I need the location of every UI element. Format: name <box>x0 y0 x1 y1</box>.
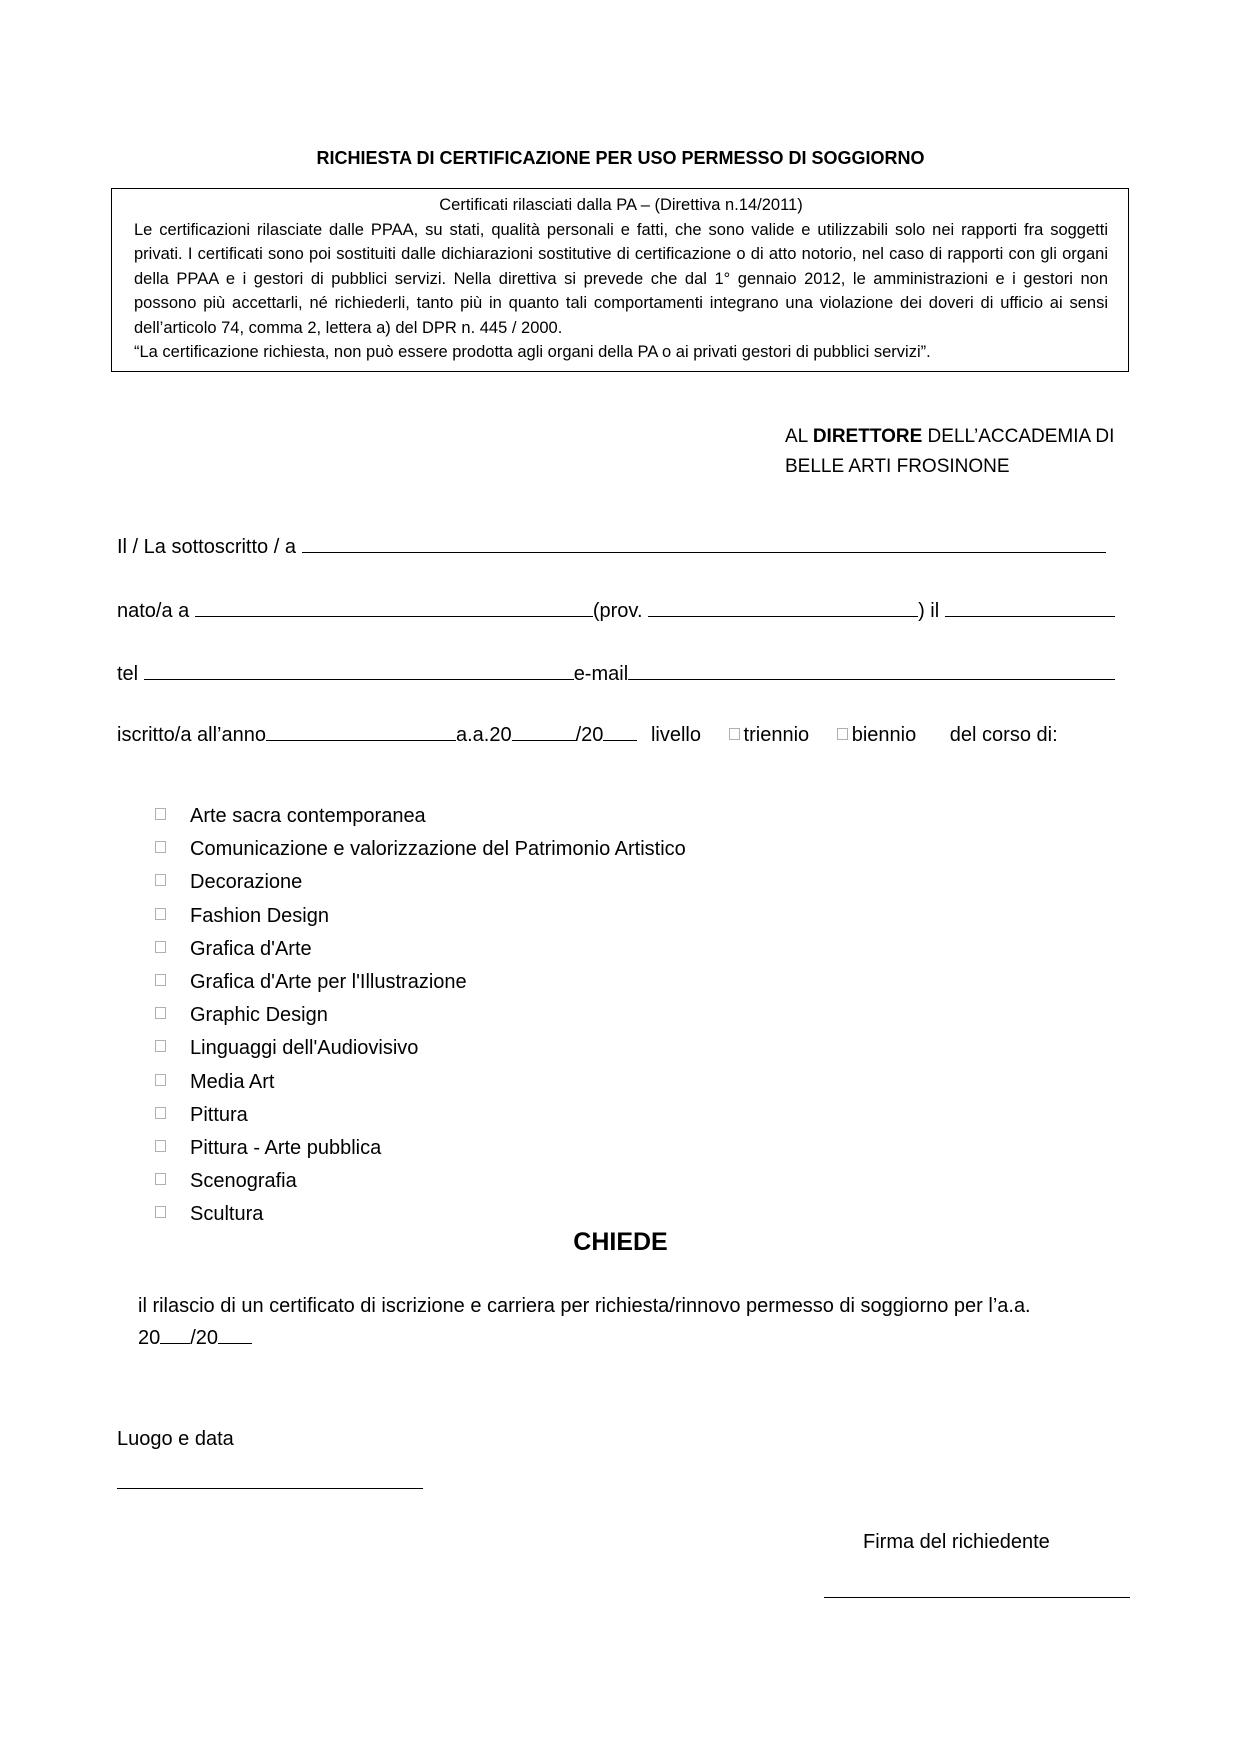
name-label: Il / La sottoscritto / a <box>117 536 296 558</box>
notice-heading: Certificati rilasciati dalla PA – (Direttiva n.14/2011) <box>439 196 803 214</box>
course-item[interactable] <box>155 1165 686 1198</box>
name-row <box>117 532 1106 559</box>
course-item[interactable] <box>155 1032 686 1065</box>
course-checkbox[interactable] <box>155 974 166 986</box>
name-field[interactable] <box>302 532 1106 553</box>
course-checkbox[interactable] <box>155 1140 166 1152</box>
email-label: e-mail <box>573 663 629 685</box>
biennio-checkbox[interactable] <box>837 728 848 740</box>
request-year-prefix: 20 <box>138 1327 161 1349</box>
course-item[interactable] <box>155 1132 686 1165</box>
course-label: Arte sacra contemporanea <box>190 805 426 827</box>
course-item[interactable] <box>155 866 686 899</box>
course-item[interactable] <box>155 999 686 1032</box>
triennio-option[interactable] <box>729 724 810 746</box>
biennio-label: biennio <box>851 724 917 746</box>
request-body: il rilascio di un certificato di iscrizione e carriera per richiesta/rinnovo permesso di soggiorno per l’a.a. <box>138 1295 1031 1317</box>
addressee-prefix: AL <box>785 426 813 447</box>
course-label: Graphic Design <box>190 1004 328 1027</box>
tel-field[interactable] <box>144 659 574 680</box>
course-label: Linguaggi dell'Audiovisivo <box>190 1037 419 1060</box>
addressee <box>785 422 1115 482</box>
course-list <box>155 800 686 1231</box>
triennio-checkbox[interactable] <box>729 728 740 740</box>
enrolled-label: iscritto/a all’anno <box>117 724 266 746</box>
course-label: Pittura <box>190 1103 248 1126</box>
triennio-label: triennio <box>743 724 810 746</box>
course-label: Grafica d'Arte per l'Illustrazione <box>190 970 467 993</box>
aa-end-field[interactable] <box>603 720 637 741</box>
province-field[interactable] <box>648 596 918 617</box>
tel-label: tel <box>117 663 139 685</box>
course-item[interactable] <box>155 1066 686 1099</box>
course-checkbox[interactable] <box>155 808 166 820</box>
aa-label: a.a.20 <box>455 724 512 746</box>
notice-body: Le certificazioni rilasciate dalle PPAA, su stati, qualità personali e fatti, che sono valide e utilizzabili solo nei rapporti fra soggetti privati. I certificati sono poi sostituiti dalle dichiarazioni sostitutive di certificazione o di atto notorio, nel caso di rapporti con gli organi della PPAA e i gestori di pubblici servizi. Nella direttiva si prevede che dal 1° gennaio 2012, le amministrazioni e i gestori non possono più accettarli, né richiederli, tanto più in quanto tali comportamenti integrano una violazione dei doveri di ufficio ai sensi dell’articolo 74, comma 2, lettera a) del DPR n. 445 / 2000. <box>134 220 1108 337</box>
notice-box <box>111 188 1129 372</box>
born-label: nato/a a <box>117 600 190 622</box>
notice-quote: “La certificazione richiesta, non può essere prodotta agli organi della PA o ai privati gestori di pubblici servizi”. <box>134 343 931 361</box>
course-checkbox[interactable] <box>155 1074 166 1086</box>
course-label: Decorazione <box>190 871 303 894</box>
course-item[interactable] <box>155 833 686 866</box>
request-year-start-field[interactable] <box>160 1323 190 1344</box>
course-item[interactable] <box>155 933 686 966</box>
course-checkbox[interactable] <box>155 841 166 853</box>
signature-field[interactable] <box>824 1597 1130 1598</box>
place-date-label: Luogo e data <box>117 1428 234 1450</box>
course-label: Pittura - Arte pubblica <box>190 1136 382 1159</box>
course-checkbox[interactable] <box>155 941 166 953</box>
addressee-rest: DELL’ACCADEMIA DI BELLE ARTI FROSINONE <box>785 426 1115 477</box>
date-label: ) il <box>918 600 940 622</box>
birthdate-field[interactable] <box>945 596 1115 617</box>
course-item[interactable] <box>155 800 686 833</box>
course-label: Fashion Design <box>190 904 329 927</box>
aa-sep: /20 <box>575 724 604 746</box>
course-checkbox[interactable] <box>155 1107 166 1119</box>
birthplace-field[interactable] <box>195 596 593 617</box>
signature-label: Firma del richiedente <box>863 1531 1050 1553</box>
course-item[interactable] <box>155 900 686 933</box>
contact-row <box>117 659 1115 686</box>
level-label: livello <box>650 724 701 746</box>
course-checkbox[interactable] <box>155 1206 166 1218</box>
place-date-field[interactable] <box>117 1488 423 1489</box>
email-field[interactable] <box>628 659 1115 680</box>
course-label: Comunicazione e valorizzazione del Patrimonio Artistico <box>190 838 686 861</box>
prov-label: (prov. <box>592 600 643 622</box>
enrollment-row <box>117 720 1058 747</box>
chiede-heading: CHIEDE <box>573 1228 668 1256</box>
course-item[interactable] <box>155 966 686 999</box>
birth-row <box>117 596 1115 623</box>
course-checkbox[interactable] <box>155 908 166 920</box>
course-label: Grafica d'Arte <box>190 937 312 960</box>
document-title: RICHIESTA DI CERTIFICAZIONE PER USO PERMESSO DI SOGGIORNO <box>316 148 925 168</box>
addressee-bold: DIRETTORE <box>812 426 923 447</box>
request-year-sep: /20 <box>190 1327 219 1349</box>
course-checkbox[interactable] <box>155 1173 166 1185</box>
course-label: del corso di: <box>949 724 1058 746</box>
request-year-end-field[interactable] <box>218 1323 252 1344</box>
course-item[interactable] <box>155 1099 686 1132</box>
course-label: Scenografia <box>190 1170 297 1193</box>
biennio-option[interactable] <box>837 724 917 746</box>
request-text <box>138 1290 1118 1354</box>
course-item[interactable] <box>155 1198 686 1231</box>
course-checkbox[interactable] <box>155 1040 166 1052</box>
course-label: Scultura <box>190 1203 264 1226</box>
year-field[interactable] <box>266 720 456 741</box>
course-checkbox[interactable] <box>155 874 166 886</box>
course-checkbox[interactable] <box>155 1007 166 1019</box>
course-label: Media Art <box>190 1070 275 1093</box>
aa-start-field[interactable] <box>512 720 576 741</box>
